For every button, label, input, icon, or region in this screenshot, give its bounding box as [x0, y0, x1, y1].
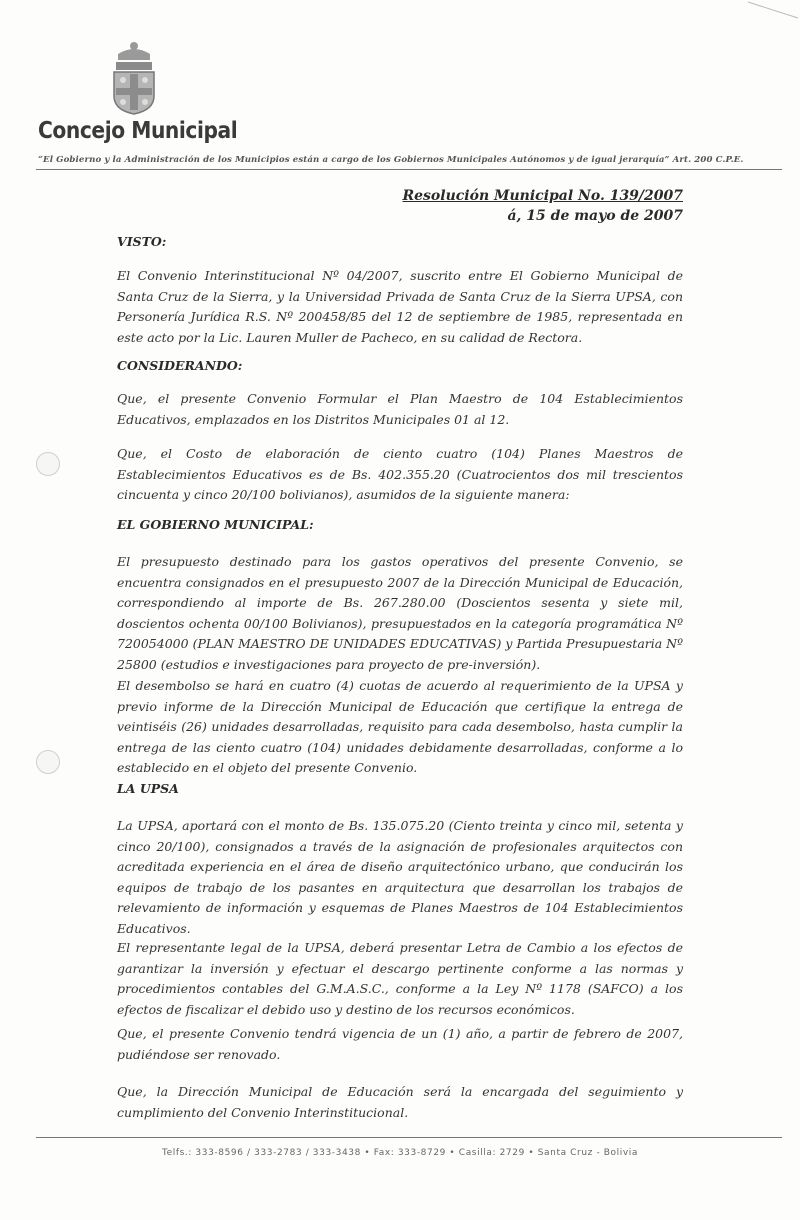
visto-paragraph: El Convenio Interinstitucional Nº 04/2007, suscrito entre El Gobierno Municipal de Santa Cruz de la Sierra, y la Universidad Privada de Santa Cruz de la Sierra UPSA, con Personería Jurídica R.S. Nº 200458/85 del 12 de septiembre de 1985, representada en este acto por la Lic. Lauren Muller de Pacheco, en su calidad de Rectora.	[117, 268, 683, 345]
upsa-paragraph-1: La UPSA, aportará con el monto de Bs. 135.075.20 (Ciento treinta y cinco mil, setenta y cinco 20/100), consignados a través de la asignación de profesionales arquitectos con acreditada experiencia en el área de diseño arquitectónico urbano, que conducirán los equipos de trabajo de los pasantes en arquitectura que desarrollan los trabajos de relevamiento de información y esquemas de Planes Maestros de 104 Establecimientos Educativos.	[117, 818, 683, 936]
resolution-title: Resolución Municipal No. 139/2007	[402, 188, 683, 204]
considerando-heading: CONSIDERANDO:	[117, 358, 243, 373]
organization-name: Concejo Municipal	[38, 118, 238, 144]
constitutional-motto: “El Gobierno y la Administración de los Municipios están a cargo de los Gobiernos Municipales Autónomos y de igual jerarquía” Art. 200 C.P.E.	[38, 155, 744, 165]
footer-divider	[36, 1137, 782, 1138]
header-divider	[36, 169, 782, 170]
considerando-paragraph-1: Que, el presente Convenio Formular el Plan Maestro de 104 Establecimientos Educativos, emplazados en los Distritos Municipales 01 al 12.	[117, 391, 683, 427]
upsa-paragraph-2: El representante legal de la UPSA, deberá presentar Letra de Cambio a los efectos de garantizar la inversión y efectuar el descargo pertinente conforme a las normas y procedimientos contables del G.M.A.S.C., conforme a la Ley Nº 1178 (SAFCO) a los efectos de fiscalizar el debido uso y destino de los recursos económicos.	[117, 940, 683, 1017]
upsa-heading: LA UPSA	[117, 781, 179, 796]
punch-hole-bottom	[36, 750, 60, 774]
gobierno-paragraph-1: El presupuesto destinado para los gastos operativos del presente Convenio, se encuentra consignados en el presupuesto 2007 de la Dirección Municipal de Educación, correspondiendo al importe de Bs. 267.280.00 (Doscientos sesenta y siete mil, doscientos ochenta 00/100 Bolivianos), presupuestados en la categoría programática Nº 720054000 (PLAN MAESTRO DE UNIDADES EDUCATIVAS) y Partida Presupuestaria Nº 25800 (estudios e investigaciones para proyecto de pre-inversión).	[117, 554, 683, 672]
punch-hole-top	[36, 452, 60, 476]
municipal-crest-icon	[108, 40, 160, 116]
considerando-paragraph-2: Que, el Costo de elaboración de ciento cuatro (104) Planes Maestros de Establecimientos Educativos es de Bs. 402.355.20 (Cuatrocientos dos mil trescientos cincuenta y cinco 20/100 bolivianos), asumidos de la siguiente manera:	[117, 446, 683, 502]
folded-corner-mark	[740, 0, 800, 40]
upsa-paragraph-4: Que, la Dirección Municipal de Educación será la encargada del seguimiento y cumplimiento del Convenio Interinstitucional.	[117, 1084, 683, 1120]
gobierno-paragraph-2: El desembolso se hará en cuatro (4) cuotas de acuerdo al requerimiento de la UPSA y previo informe de la Dirección Municipal de Educación que certifique la entrega de veintiséis (26) unidades desarrolladas, requisito para cada desembolso, hasta cumplir la entrega de las ciento cuatro (104) unidades debidamente desarrolladas, conforme a lo establecido en el objeto del presente Convenio.	[117, 678, 683, 775]
gobierno-heading: EL GOBIERNO MUNICIPAL:	[117, 517, 314, 532]
upsa-paragraph-3: Que, el presente Convenio tendrá vigencia de un (1) año, a partir de febrero de 2007, pudiéndose ser renovado.	[117, 1026, 683, 1062]
visto-heading: VISTO:	[117, 234, 167, 249]
footer-contact: Telfs.: 333-8596 / 333-2783 / 333-3438 • Fax: 333-8729 • Casilla: 2729 • Santa Cruz - Bolivia	[162, 1148, 638, 1158]
resolution-date: á, 15 de mayo de 2007	[507, 208, 683, 224]
